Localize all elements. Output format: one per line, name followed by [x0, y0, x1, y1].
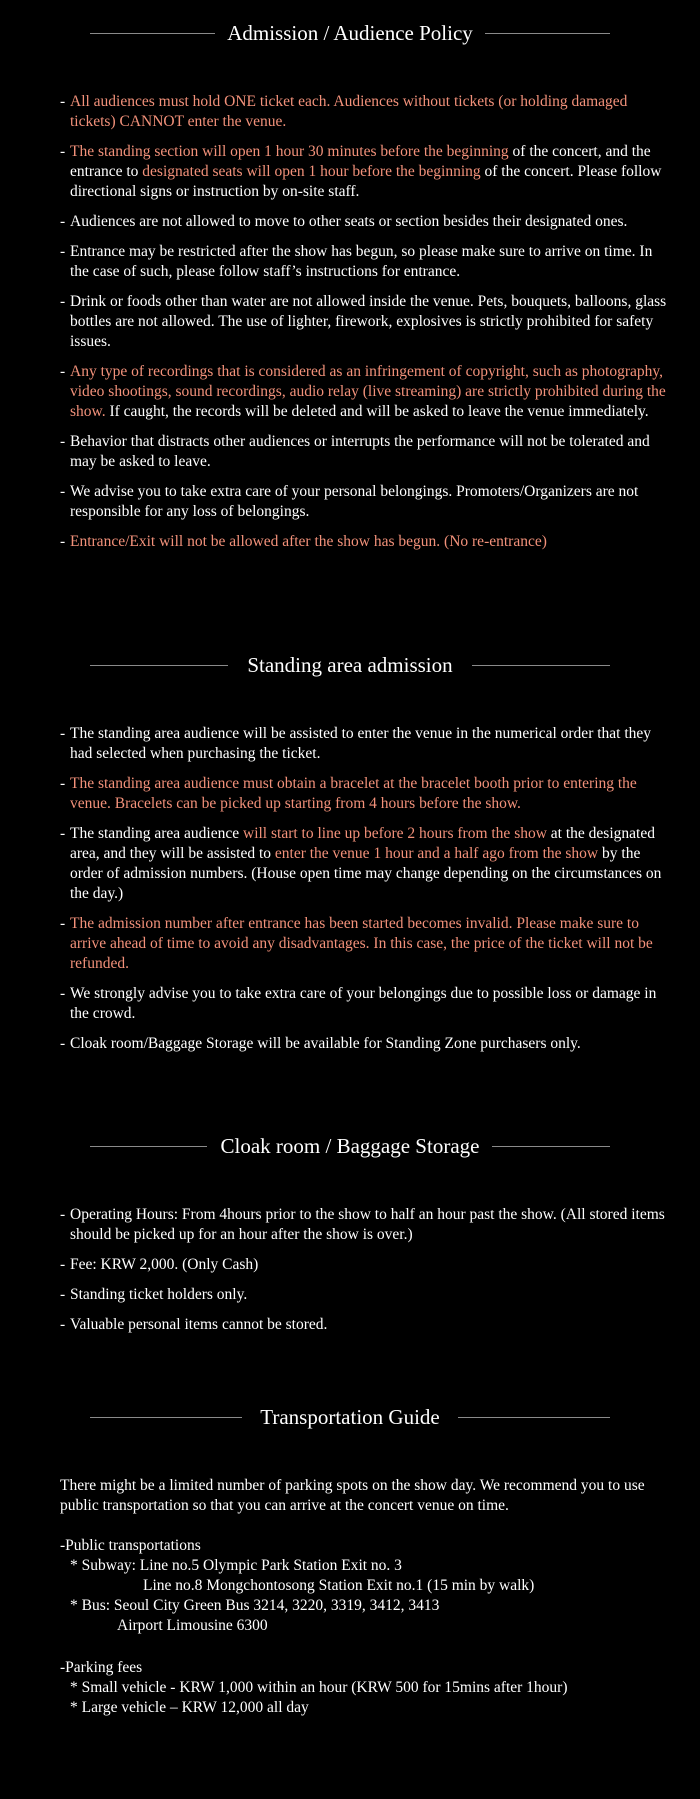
section-title: Transportation Guide — [248, 1405, 451, 1429]
bullet-dash: - — [60, 213, 66, 230]
parking-small-vehicle: * Small vehicle - KRW 1,000 within an hour (KRW 500 for 15mins after 1hour) — [70, 1679, 568, 1696]
body-text: by the order of admission numbers. (House open time may change depending on the circumstances on the day.) — [70, 845, 662, 902]
body-text: The standing area audience — [70, 825, 243, 842]
bullet-dash: - — [60, 363, 66, 380]
cloak-heading — [0, 1131, 700, 1161]
body-text: The standing area audience will be assisted to enter the venue in the numerical order that they had selected when purchasing the ticket. — [70, 725, 652, 762]
admission-heading — [0, 18, 700, 48]
admission-section — [0, 18, 700, 550]
bullet-dash: - — [60, 1206, 66, 1223]
bullet-dash: - — [60, 1286, 66, 1303]
airport-limousine: Airport Limousine 6300 — [117, 1617, 268, 1634]
bullet-dash: - — [60, 915, 66, 932]
section-title: Standing area admission — [235, 653, 464, 677]
body-text: We strongly advise you to take extra care of your belongings due to possible loss or damage in the crowd. — [70, 985, 657, 1022]
body-text: If caught, the records will be deleted and will be asked to leave the venue immediately. — [105, 403, 649, 420]
bullet-dash: - — [60, 293, 66, 310]
standing-heading — [0, 650, 700, 680]
list-item — [60, 1315, 670, 1335]
transport-intro: There might be a limited number of parking spots on the show day. We recommend you to use public transportation so that you can arrive at the concert venue on time. — [60, 1477, 645, 1514]
body-text: Audiences are not allowed to move to other seats or section besides their designated ones. — [70, 213, 628, 230]
bullet-dash: - — [60, 533, 66, 550]
body-text: Drink or foods other than water are not allowed inside the venue. Pets, bouquets, balloons, glass bottles are not allowed. The use of lighter, firework, explosives is strictly prohibited for safety issues. — [70, 293, 667, 350]
highlighted-text: The standing area audience must obtain a bracelet at the bracelet booth prior to entering the venue. Bracelets can be picked up starting from 4 hours before the show. — [70, 775, 637, 812]
transport-section — [0, 1402, 700, 1716]
highlighted-text: The admission number after entrance has been started becomes invalid. Please make sure to arrive ahead of time to avoid any disadvantages. In this case, the price of the ticket will not be refunded. — [70, 915, 653, 972]
highlighted-text: designated seats will open 1 hour before the beginning — [142, 163, 481, 180]
list-item — [60, 724, 670, 764]
body-text: Entrance may be restricted after the show has begun, so please make sure to arrive on time. In the case of such, please follow staff’s instructions for entrance. — [70, 243, 653, 280]
list-item — [60, 92, 670, 132]
body-text: Cloak room/Baggage Storage will be available for Standing Zone purchasers only. — [70, 1035, 581, 1052]
parking-heading: -Parking fees — [60, 1659, 143, 1676]
list-item — [60, 1205, 670, 1245]
bullet-dash: - — [60, 775, 66, 792]
list-item — [60, 1255, 670, 1275]
bullet-dash: - — [60, 93, 66, 110]
bullet-dash: - — [60, 143, 66, 160]
subway-line-8: Line no.8 Mongchontosong Station Exit no.1 (15 min by walk) — [143, 1577, 535, 1594]
parking-large-vehicle: * Large vehicle – KRW 12,000 all day — [70, 1699, 309, 1716]
body-text: We advise you to take extra care of your personal belongings. Promoters/Organizers are not responsible for any loss of belongings. — [70, 483, 639, 520]
list-item — [60, 984, 670, 1024]
section-title: Cloak room / Baggage Storage — [209, 1134, 492, 1158]
admission-list — [60, 92, 670, 562]
highlighted-text: Any type of recordings that is considered as an infringement of copyright, such as photography, video shootings, sound recordings, audio relay (live streaming) are strictly prohibited during the show. — [70, 363, 666, 420]
body-text: Valuable personal items cannot be stored. — [70, 1316, 328, 1333]
body-text: of the concert. Please follow directional signs or instruction by on-site staff. — [70, 163, 662, 200]
list-item — [60, 824, 670, 904]
bullet-dash: - — [60, 1256, 66, 1273]
parking-block — [60, 1658, 650, 1718]
body-text: Standing ticket holders only. — [70, 1286, 248, 1303]
bus-routes: * Bus: Seoul City Green Bus 3214, 3220, 3319, 3412, 3413 — [70, 1597, 440, 1614]
bullet-dash: - — [60, 243, 66, 260]
body-text: Fee: KRW 2,000. (Only Cash) — [70, 1256, 259, 1273]
body-text: Operating Hours: From 4hours prior to the show to half an hour past the show. (All stored items should be picked up for an hour after the show is over.) — [70, 1206, 665, 1243]
bullet-dash: - — [60, 985, 66, 1002]
bullet-dash: - — [60, 1035, 66, 1052]
standing-section — [0, 650, 700, 1052]
highlighted-text: The standing section will open 1 hour 30 minutes before the beginning — [70, 143, 509, 160]
public-transport-heading: -Public transportations — [60, 1537, 201, 1554]
list-item — [60, 432, 670, 472]
highlighted-text: All audiences must hold ONE ticket each. Audiences without tickets (or holding damaged tickets) CANNOT enter the venue. — [70, 93, 628, 130]
highlighted-text: enter the venue 1 hour and a half ago from the show — [274, 845, 599, 862]
body-text: of the concert, and the entrance to — [70, 143, 651, 180]
list-item — [60, 142, 670, 202]
list-item — [60, 1285, 670, 1305]
subway-line-5: * Subway: Line no.5 Olympic Park Station Exit no. 3 — [70, 1557, 402, 1574]
section-title: Admission / Audience Policy — [215, 21, 485, 45]
transport-heading — [0, 1402, 700, 1432]
bullet-dash: - — [60, 825, 66, 842]
list-item — [60, 1034, 670, 1054]
list-item — [60, 242, 670, 282]
highlighted-text: will start to line up before 2 hours from the show — [243, 825, 547, 842]
standing-list — [60, 724, 670, 1064]
list-item — [60, 532, 670, 552]
cloak-section — [0, 1131, 700, 1333]
public-transport-block — [60, 1536, 650, 1636]
list-item — [60, 362, 670, 422]
list-item — [60, 774, 670, 814]
body-text: at the designated area, and they will be assisted to — [70, 825, 655, 862]
list-item — [60, 212, 670, 232]
highlighted-text: Entrance/Exit will not be allowed after the show has begun. (No re-entrance) — [70, 533, 547, 550]
bullet-dash: - — [60, 433, 66, 450]
list-item — [60, 914, 670, 974]
list-item — [60, 482, 670, 522]
bullet-dash: - — [60, 725, 66, 742]
bullet-dash: - — [60, 483, 66, 500]
bullet-dash: - — [60, 1316, 66, 1333]
cloak-list — [60, 1205, 670, 1345]
list-item — [60, 292, 670, 352]
body-text: Behavior that distracts other audiences or interrupts the performance will not be tolerated and may be asked to leave. — [70, 433, 650, 470]
